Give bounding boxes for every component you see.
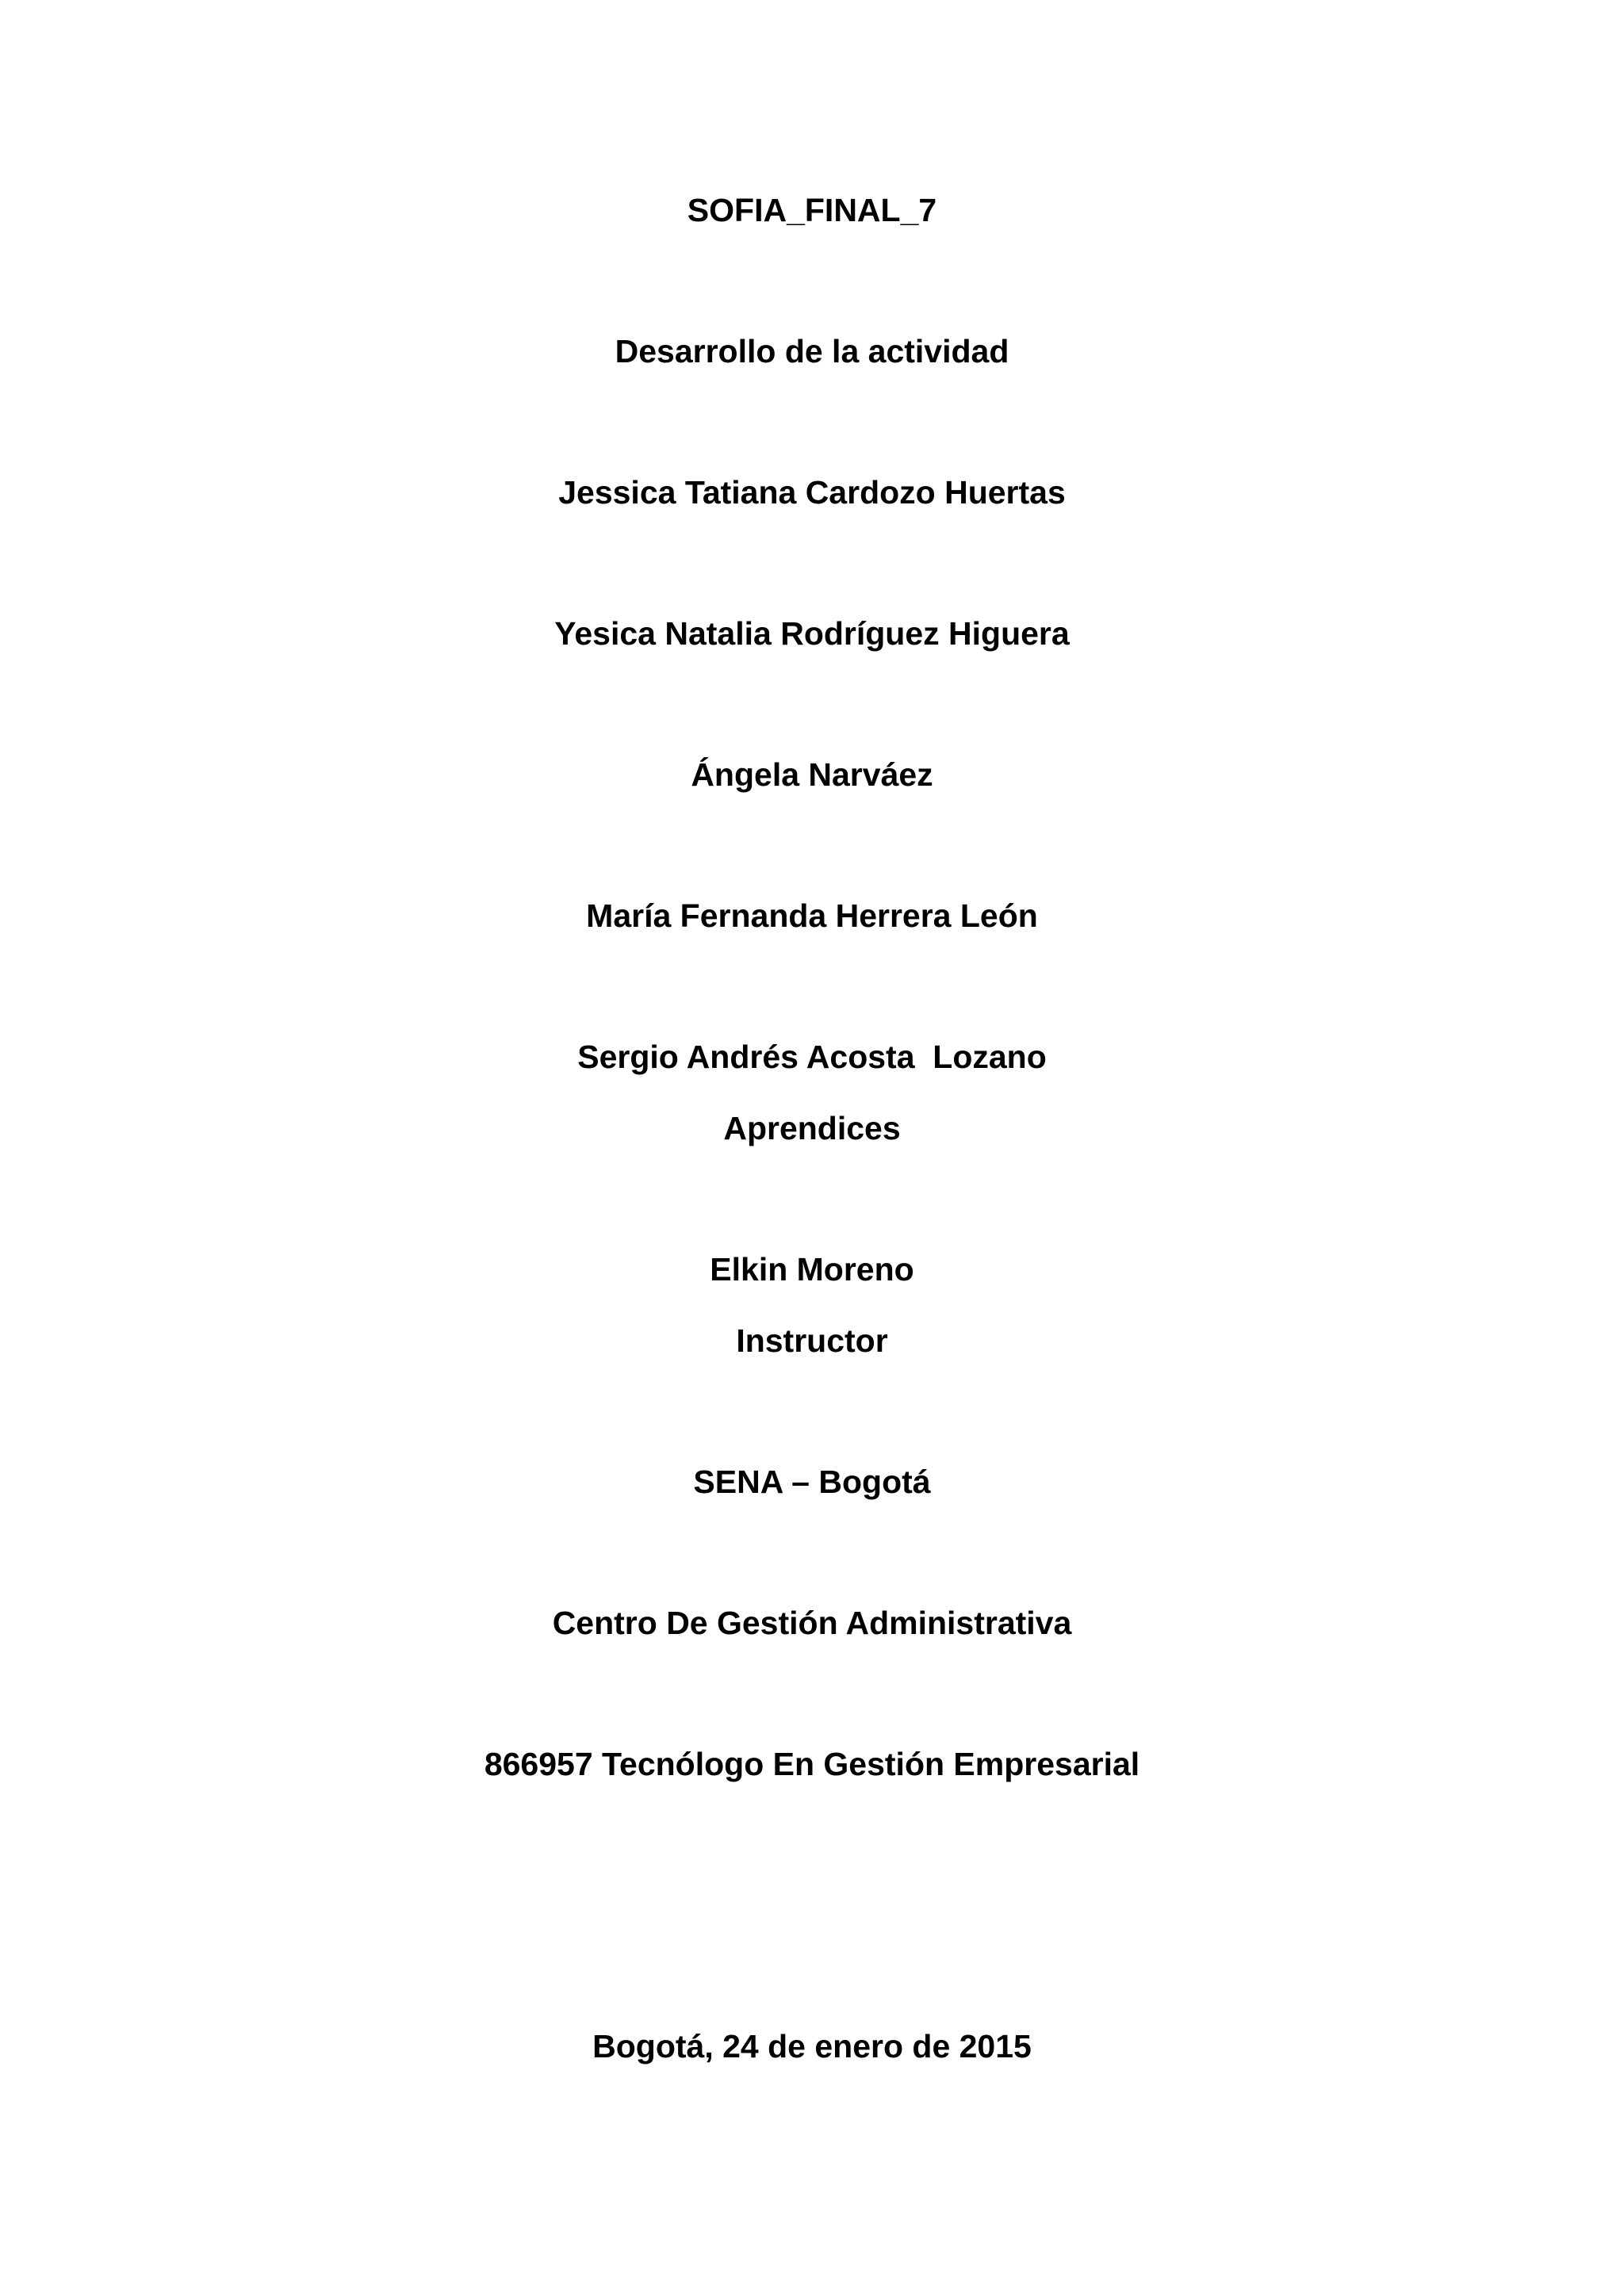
authors-role: Aprendices [723, 1110, 901, 1146]
author-name-2: Yesica Natalia Rodríguez Higuera [554, 615, 1070, 652]
document-subtitle: Desarrollo de la actividad [615, 333, 1009, 369]
program-name: 866957 Tecnólogo En Gestión Empresarial [484, 1746, 1140, 1782]
author-name-3: Ángela Narváez [691, 756, 933, 793]
place-date: Bogotá, 24 de enero de 2015 [592, 2028, 1032, 2064]
author-name-4: María Fernanda Herrera León [586, 897, 1038, 934]
institution-name: SENA – Bogotá [693, 1464, 931, 1500]
document-title: SOFIA_FINAL_7 [687, 192, 937, 228]
center-name: Centro De Gestión Administrativa [552, 1605, 1072, 1641]
author-name-5: Sergio Andrés Acosta Lozano [577, 1039, 1047, 1075]
instructor-name: Elkin Moreno [710, 1251, 914, 1288]
instructor-role: Instructor [736, 1322, 888, 1359]
author-name-1: Jessica Tatiana Cardozo Huertas [558, 474, 1066, 511]
